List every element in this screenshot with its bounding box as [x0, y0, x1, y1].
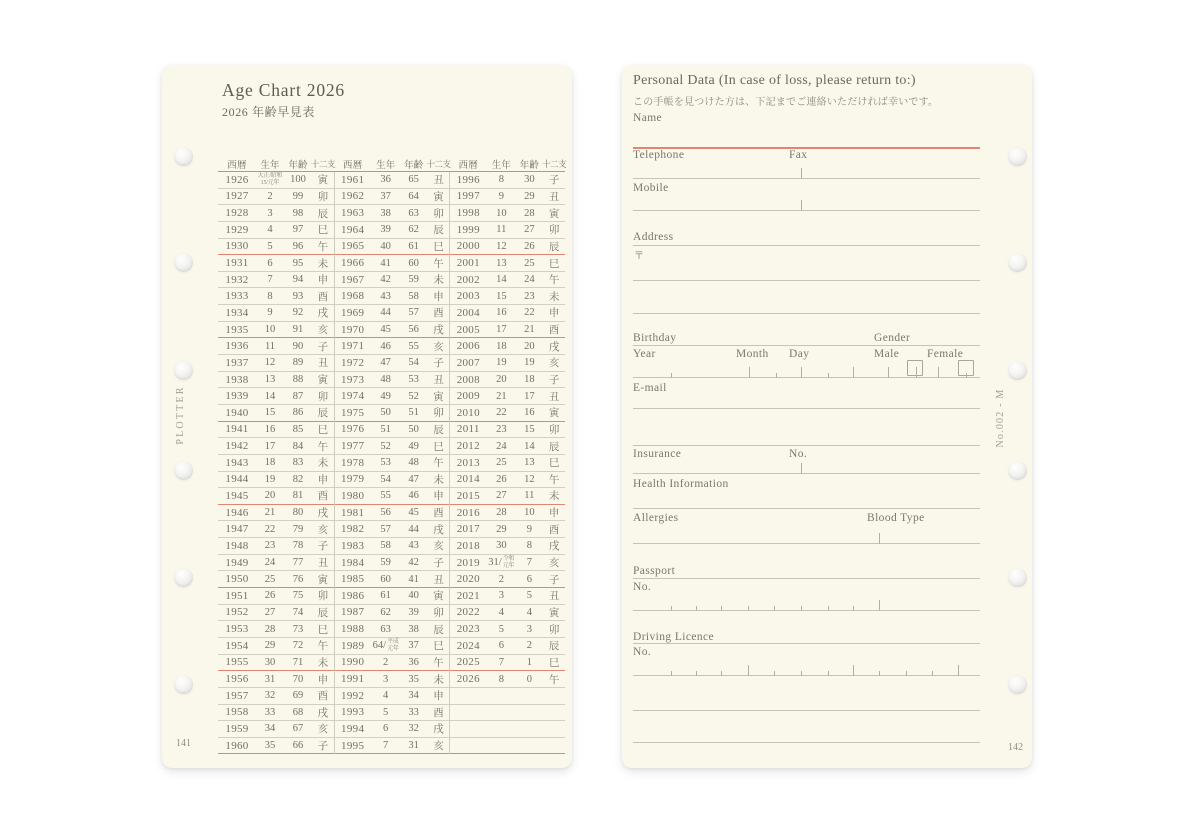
age-chart-table	[218, 156, 565, 754]
field-divider-tick	[853, 367, 854, 378]
right-page	[622, 65, 1032, 768]
field-divider-tick	[916, 367, 917, 378]
field-divider-tick	[721, 606, 722, 611]
age-table-row: 1943 18 83 未 1978 53 48 午 2013 25 13 巳	[218, 455, 565, 472]
telephone-fax-line	[633, 178, 980, 179]
age-table-row: 1938 13 88 寅 1973 48 53 丑 2008 20 18 子	[218, 372, 565, 389]
field-divider-tick	[879, 600, 880, 611]
health-information-label: Health Information	[633, 478, 729, 490]
female-label: Female	[927, 348, 964, 360]
driving-licence-label: Driving Licence	[633, 631, 715, 643]
age-table-row: 1951 26 75 卯 1986 61 40 寅 2021 3 5 丑	[218, 588, 565, 605]
field-divider-tick	[879, 533, 880, 544]
binder-hole	[1008, 675, 1027, 694]
month-label: Month	[736, 348, 769, 360]
age-table-row: 1926 大正/昭和 15/元年 100 寅 1961 36 65 丑 1996 8 30 子	[218, 172, 565, 189]
age-table-header: 西暦 生年 年齢 十二支 西暦 生年 年齢 十二支 西暦 生年 年齢 十二支	[218, 156, 565, 172]
age-table-row: 1944 19 82 申 1979 54 47 未 2014 26 12 午	[218, 472, 565, 489]
binder-hole	[1008, 361, 1027, 380]
refill-code-side-text: No.002 - M	[995, 388, 1006, 448]
field-divider-tick	[828, 373, 829, 378]
field-divider-tick	[776, 373, 777, 378]
birthday-gender-line	[633, 377, 980, 378]
page-title: Age Chart 2026	[222, 80, 345, 100]
field-divider-tick	[966, 373, 967, 378]
age-table-row: 1927 2 99 卯 1962 37 64 寅 1997 9 29 丑	[218, 189, 565, 206]
binder-hole	[174, 568, 193, 587]
table-column-separator	[449, 172, 450, 754]
insurance-no-label: No.	[789, 448, 808, 460]
field-divider-tick	[958, 665, 959, 676]
field-divider-tick	[696, 606, 697, 611]
address-label: Address	[633, 231, 674, 243]
binder-hole	[1008, 461, 1027, 480]
day-label: Day	[789, 348, 810, 360]
allergies-label: Allergies	[633, 512, 679, 524]
age-table-row: 1960 35 66 子 1995 7 31 亥	[218, 738, 565, 755]
binder-hole	[174, 675, 193, 694]
blank-line	[633, 742, 980, 743]
age-table-row: 1928 3 98 辰 1963 38 63 卯 1998 10 28 寅	[218, 205, 565, 222]
telephone-label: Telephone	[633, 149, 685, 161]
mobile-label: Mobile	[633, 182, 669, 194]
postal-mark: 〒	[634, 251, 645, 262]
age-table-row: 1955 30 71 未 1990 2 36 午 2025 7 1 巳	[218, 655, 565, 672]
personal-data-title: Personal Data (In case of loss, please return to:)	[633, 73, 916, 88]
age-table-row: 1941 16 85 巳 1976 51 50 辰 2011 23 15 卯	[218, 422, 565, 439]
age-table-row: 1939 14 87 卯 1974 49 52 寅 2009 21 17 丑	[218, 388, 565, 405]
passport-no-line	[633, 610, 980, 611]
gender-label: Gender	[874, 332, 911, 344]
birthday-gender-label-line	[633, 345, 980, 346]
page-subtitle-jp: 2026 年齢早見表	[222, 105, 316, 119]
field-divider-tick	[749, 367, 750, 378]
age-table-row: 1931 6 95 未 1966 41 60 午 2001 13 25 巳	[218, 255, 565, 272]
binder-hole	[1008, 568, 1027, 587]
field-divider-tick	[932, 671, 933, 676]
field-divider-tick	[671, 671, 672, 676]
mobile-line	[633, 210, 980, 211]
year-label: Year	[633, 348, 656, 360]
field-divider-tick	[696, 671, 697, 676]
birthday-label: Birthday	[633, 332, 677, 344]
return-note-jp: この手帳を見つけた方は、下記までご連絡いただければ幸いです。	[633, 97, 939, 108]
age-table-row: 1958 33 68 戌 1993 5 33 酉	[218, 705, 565, 722]
health-information-line	[633, 508, 980, 509]
field-divider-tick	[801, 671, 802, 676]
field-divider-tick	[801, 168, 802, 179]
age-table-row: 1929 4 97 巳 1964 39 62 辰 1999 11 27 卯	[218, 222, 565, 239]
age-table-row: 1930 5 96 午 1965 40 61 巳 2000 12 26 辰	[218, 239, 565, 256]
fax-label: Fax	[789, 149, 808, 161]
field-divider-tick	[748, 665, 749, 676]
age-table-row: 1946 21 80 戌 1981 56 45 酉 2016 28 10 申	[218, 505, 565, 522]
age-table-row: 1935 10 91 亥 1970 45 56 戌 2005 17 21 酉	[218, 322, 565, 339]
driving-licence-no-label: No.	[633, 646, 652, 658]
age-table-row: 1934 9 92 戌 1969 44 57 酉 2004 16 22 申	[218, 305, 565, 322]
page-number-right: 142	[1008, 742, 1023, 753]
field-divider-tick	[879, 671, 880, 676]
field-divider-tick	[721, 671, 722, 676]
field-divider-tick	[801, 200, 802, 211]
table-column-separator	[334, 172, 335, 754]
passport-label: Passport	[633, 565, 676, 577]
passport-label-line	[633, 578, 980, 579]
field-divider-tick	[671, 373, 672, 378]
field-divider-tick	[906, 671, 907, 676]
field-divider-tick	[888, 367, 889, 378]
age-table-row: 1950 25 76 寅 1985 60 41 丑 2020 2 6 子	[218, 571, 565, 588]
field-divider-tick	[853, 665, 854, 676]
age-table-row: 1947 22 79 亥 1982 57 44 戌 2017 29 9 酉	[218, 521, 565, 538]
age-table-row: 1956 31 70 申 1991 3 35 未 2026 8 0 午	[218, 671, 565, 688]
age-table-row: 1940 15 86 辰 1975 50 51 卯 2010 22 16 寅	[218, 405, 565, 422]
field-divider-tick	[774, 606, 775, 611]
blank-line	[633, 710, 980, 711]
address-line	[633, 280, 980, 281]
field-divider-tick	[801, 606, 802, 611]
field-divider-tick	[801, 463, 802, 474]
age-table-row: 1933 8 93 酉 1968 43 58 申 2003 15 23 未	[218, 288, 565, 305]
email-label: E-mail	[633, 382, 667, 394]
address-line	[633, 313, 980, 314]
field-divider-tick	[828, 606, 829, 611]
field-divider-tick	[828, 671, 829, 676]
age-table-row: 1942 17 84 午 1977 52 49 巳 2012 24 14 辰	[218, 438, 565, 455]
driving-licence-no-line	[633, 675, 980, 676]
brand-side-text: PLOTTER	[175, 385, 186, 445]
field-divider-tick	[801, 367, 802, 378]
age-table-row: 1945 20 81 酉 1980 55 46 申 2015 27 11 未	[218, 488, 565, 505]
age-table-row: 1957 32 69 酉 1992 4 34 申	[218, 688, 565, 705]
allergies-blood-type-line	[633, 543, 980, 544]
blood-type-label: Blood Type	[867, 512, 925, 524]
left-page	[162, 65, 572, 768]
age-table-row: 1953 28 73 巳 1988 63 38 辰 2023 5 3 卯	[218, 621, 565, 638]
binder-hole	[174, 253, 193, 272]
email-line	[633, 408, 980, 409]
insurance-no-line	[633, 473, 980, 474]
driving-licence-label-line	[633, 643, 980, 644]
age-table-row: 1932 7 94 申 1967 42 59 未 2002 14 24 午	[218, 272, 565, 289]
age-table-row: 1952 27 74 辰 1987 62 39 卯 2022 4 4 寅	[218, 605, 565, 622]
insurance-label: Insurance	[633, 448, 682, 460]
binder-hole	[1008, 253, 1027, 272]
field-divider-tick	[853, 606, 854, 611]
name-label: Name	[633, 112, 663, 124]
binder-hole	[174, 147, 193, 166]
field-divider-tick	[774, 671, 775, 676]
field-divider-tick	[938, 367, 939, 378]
field-divider-tick	[748, 606, 749, 611]
passport-no-label: No.	[633, 581, 652, 593]
insurance-label-line	[633, 445, 980, 446]
name-field-line	[633, 147, 980, 149]
male-label: Male	[874, 348, 900, 360]
age-table-row: 1936 11 90 子 1971 46 55 亥 2006 18 20 戌	[218, 338, 565, 355]
address-label-line	[633, 245, 980, 246]
age-table-row: 1948 23 78 子 1983 58 43 亥 2018 30 8 戌	[218, 538, 565, 555]
field-divider-tick	[671, 606, 672, 611]
male-checkbox	[907, 360, 923, 376]
binder-hole	[1008, 147, 1027, 166]
age-table-row: 1954 29 72 午 1989 64/ 平成 元年 37 巳 2024 6 2 辰	[218, 638, 565, 655]
age-table-row: 1959 34 67 亥 1994 6 32 戌	[218, 721, 565, 738]
age-table-row: 1937 12 89 丑 1972 47 54 子 2007 19 19 亥	[218, 355, 565, 372]
age-table-row: 1949 24 77 丑 1984 59 42 子 2019 31/ 令和 元年 7 亥	[218, 555, 565, 572]
page-number-left: 141	[176, 738, 191, 749]
